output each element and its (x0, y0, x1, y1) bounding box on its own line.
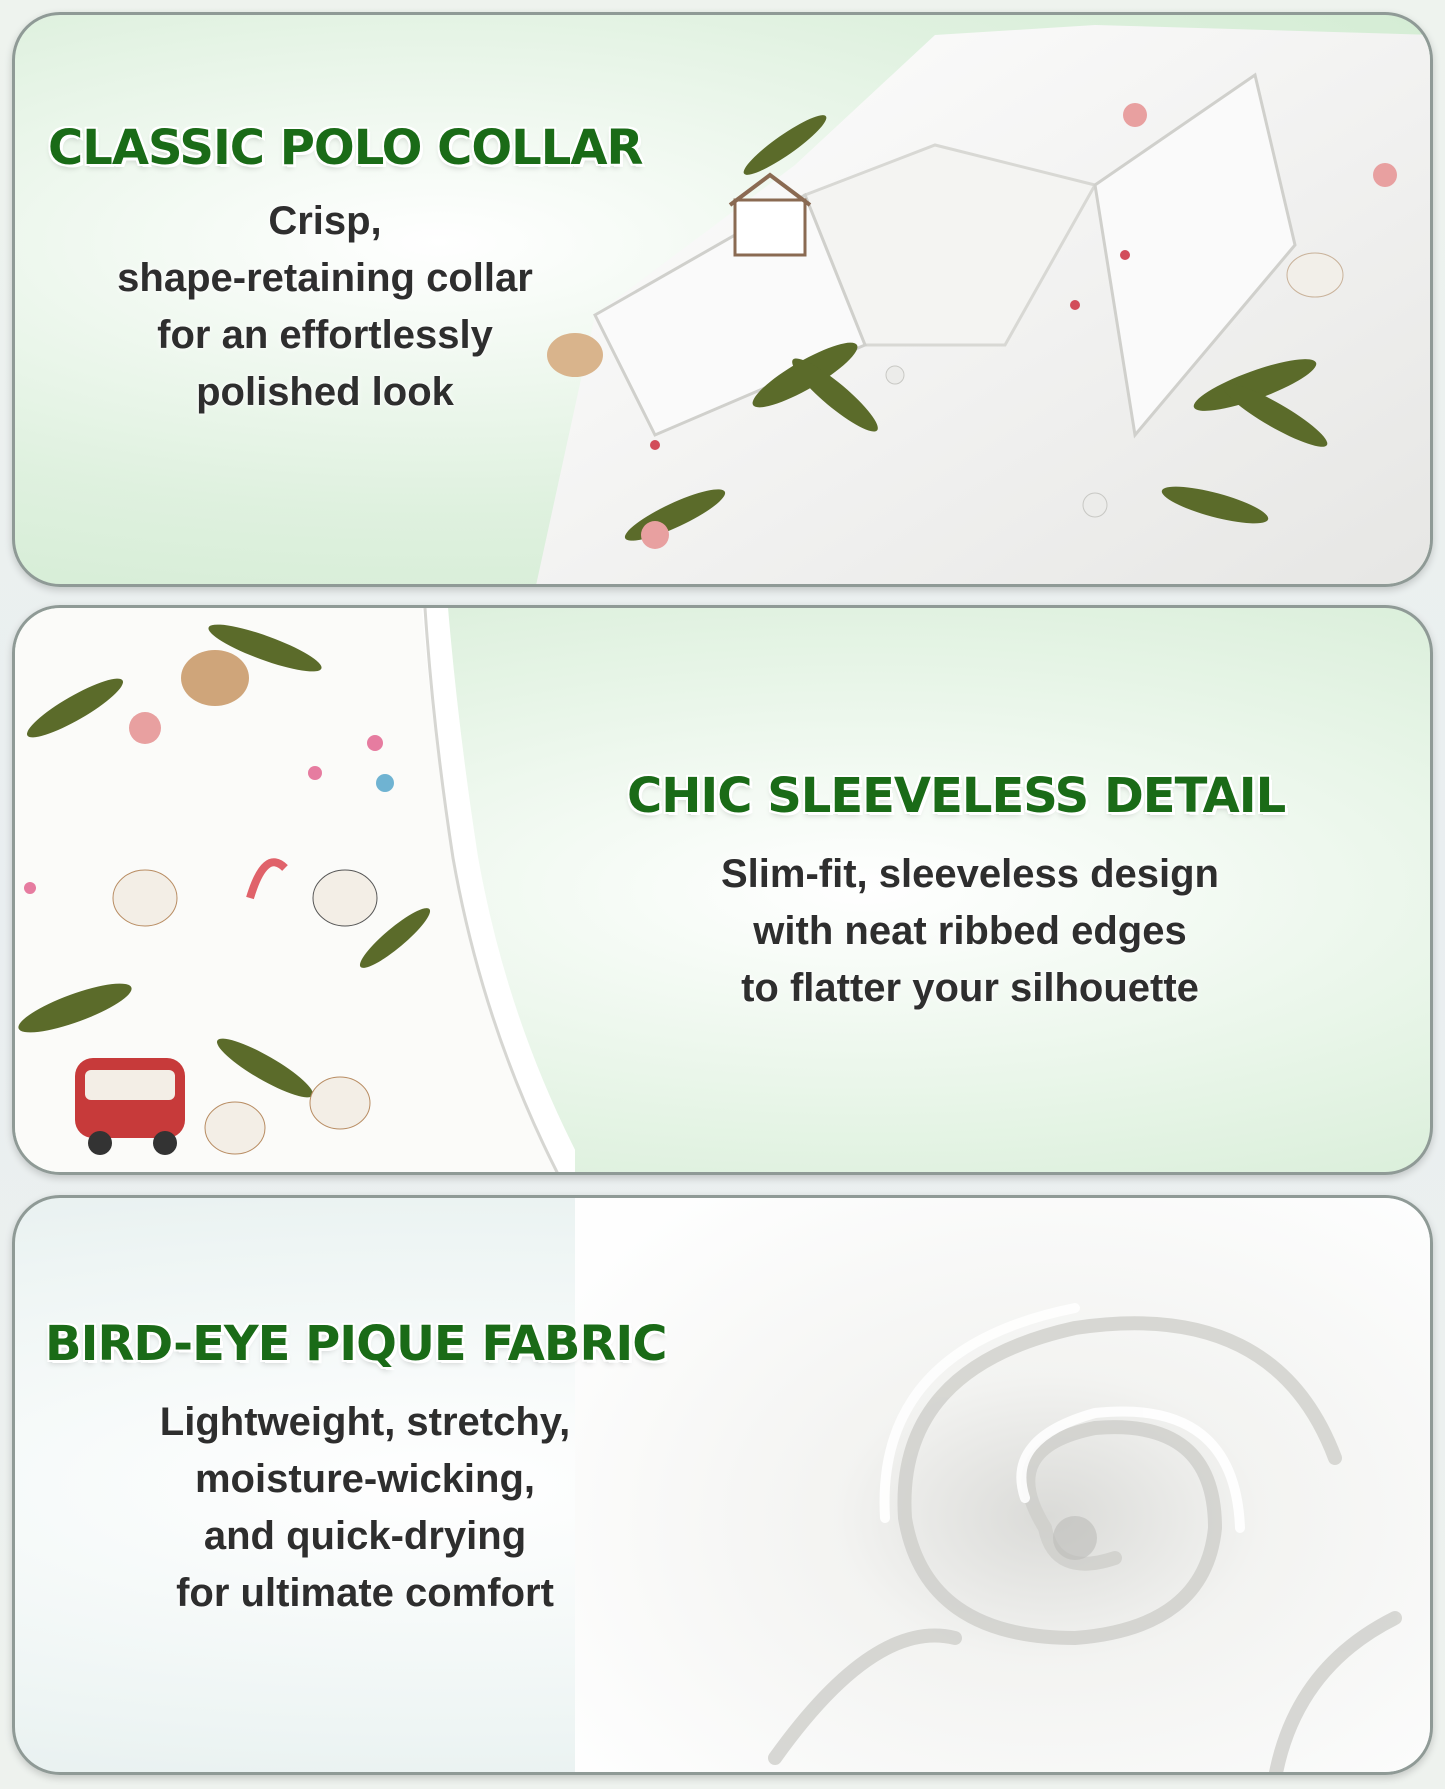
description-line: Lightweight, stretchy, (159, 1400, 571, 1444)
description-line: with neat ribbed edges (753, 909, 1187, 953)
description-line: Slim-fit, sleeveless design (721, 852, 1219, 896)
description-line: for ultimate comfort (176, 1571, 554, 1615)
description-line: moisture-wicking, (194, 1457, 536, 1501)
feature-title: CLASSIC POLO COLLAR (48, 120, 643, 176)
description-line: polished look (196, 370, 454, 414)
description-line: to flatter your silhouette (741, 966, 1199, 1010)
pique-fabric-image (575, 1198, 1433, 1775)
description-line: and quick-drying (203, 1514, 527, 1558)
feature-panel-sleeveless (12, 605, 1433, 1175)
feature-title: BIRD-EYE PIQUE FABRIC (45, 1316, 667, 1372)
description-line: Crisp, (268, 199, 382, 243)
description-line: shape-retaining collar (117, 256, 533, 300)
feature-description (75, 1394, 655, 1622)
polo-collar-image (535, 15, 1433, 587)
feature-description (55, 193, 595, 421)
feature-description (625, 846, 1315, 1017)
description-line: for an effortlessly (157, 313, 493, 357)
feature-panel-fabric (12, 1195, 1433, 1775)
feature-title: CHIC SLEEVELESS DETAIL (627, 768, 1286, 824)
sleeveless-armhole-image (15, 608, 575, 1175)
feature-panel-collar (12, 12, 1433, 587)
